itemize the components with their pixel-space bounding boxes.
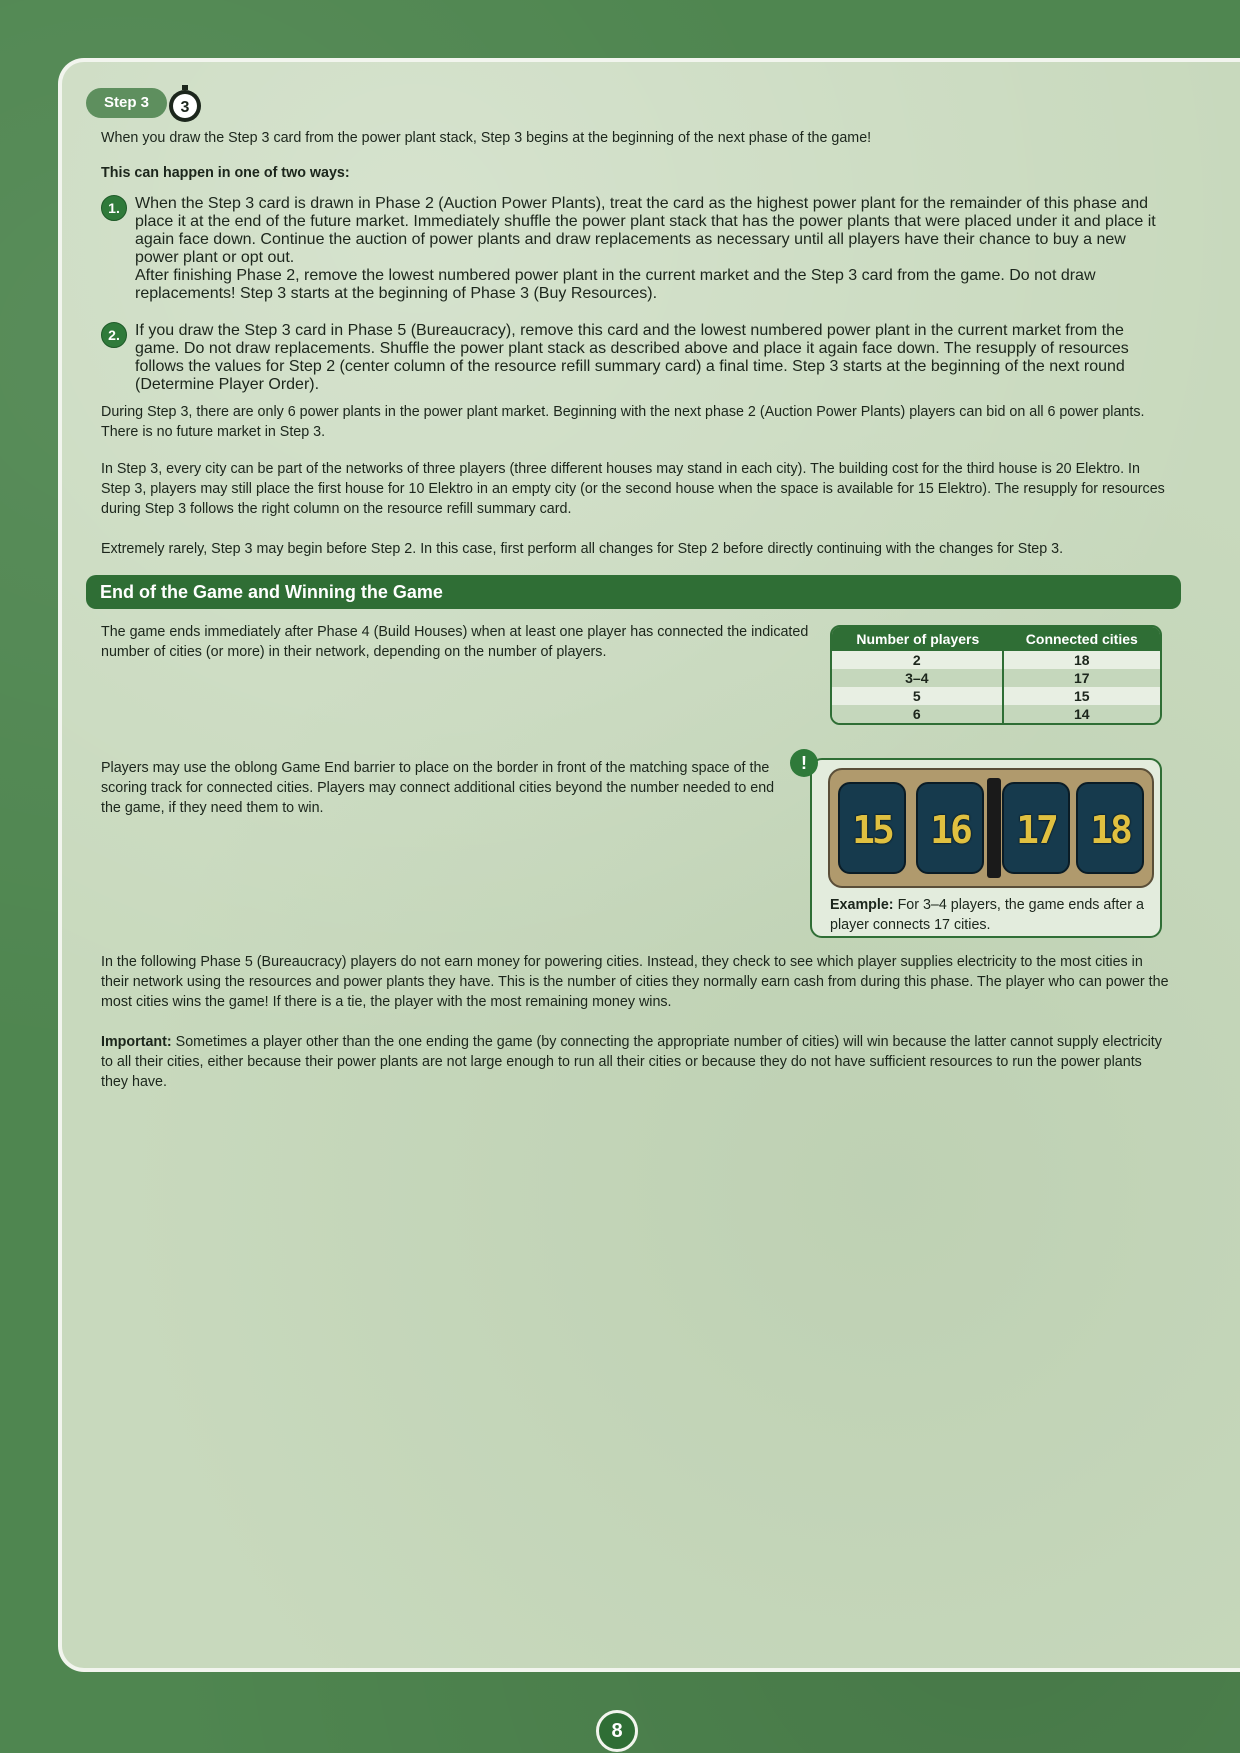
para-phase5: In the following Phase 5 (Bureaucracy) players do not earn money for powering cities. Instead, they check to see which player supplies electricity to the most cities in their network using the resources and power plants they have. This is the number of cities they normally earn cash from during this phase. The player who can power the most cities wins the game! If there is a tie, the player with the most remaining money wins. [101,954,1169,1010]
para-market: During Step 3, there are only 6 power plants in the power plant market. Beginning with the next phase 2 (Auction Power Plants) players can bid on all 6 power plants. There is no future market in Step 3. [101,404,1145,440]
table-row: 3–4 17 [832,669,1160,687]
table-row: 5 15 [832,687,1160,705]
ways-heading: This can happen in one of two ways: [101,165,350,181]
example-label: Example: [830,897,894,913]
list-item-1 [101,195,1171,303]
number-badge: 1. [101,195,127,221]
table-row: 6 14 [832,705,1160,723]
example-text: For 3–4 players, the game ends after a player connects 17 cities. [830,897,1144,933]
para-end: The game ends immediately after Phase 4 (Build Houses) when at least one player has connected the indicated number of cities (or more) in their network, depending on the number of players. [101,624,809,660]
important-label: Important: [101,1034,172,1050]
track-space: 17 [1002,782,1070,874]
table-header: Connected cities [1004,627,1160,651]
track-space: 15 [838,782,906,874]
section-title: End of the Game and Winning the Game [86,575,1181,609]
game-end-barrier [987,778,1001,878]
important-text: Sometimes a player other than the one ending the game (by connecting the appropriate number of cities) will win because the latter cannot supply electricity to all their cities, either because their power plants are not large enough to run all their cities or because they do not have sufficient resources to run the power plants they have. [101,1034,1162,1090]
list-item-text: If you draw the Step 3 card in Phase 5 (Bureaucracy), remove this card and the lowest numbered power plant in the current market from the game. Do not draw replacements. Shuffle the power plant stack as described above and place it again face down. The resupply of resources follows the values for Step 2 (center column of the resource refill summary card) a final time. Step 3 starts at the beginning of the next round (Determine Player Order). [135,322,1129,393]
table-header: Number of players [832,627,1004,651]
para-cities: In Step 3, every city can be part of the networks of three players (three different houses may stand in each city). The building cost for the third house is 20 Elektro. In Step 3, players may still place the first house for 10 Elektro in an empty city (or the second house when the space is available for 15 Elektro). The resupply for resources during Step 3 follows the right column on the resource refill summary card. [101,461,1165,517]
para-important [101,1032,1171,1092]
page-number: 8 [596,1710,638,1752]
step-badge: Step 3 [86,88,167,118]
list-item-text: When the Step 3 card is drawn in Phase 2 (Auction Power Plants), treat the card as the highest power plant for the remainder of this phase and place it at the end of the future market. Immediately shuffle the power plant stack that has the power plants that were placed under it and place it again face down. Continue the auction of power plants and draw replacements as necessary until all players have their chance to buy a new power plant or opt out. [135,195,1156,266]
exclamation-icon: ! [790,749,818,777]
table-row: 2 18 [832,651,1160,669]
track-space: 16 [916,782,984,874]
list-item-text-continued: After finishing Phase 2, remove the lowest numbered power plant in the current market and the Step 3 card from the game. Do not draw replacements! Step 3 starts at the beginning of Phase 3 (Buy Resources). [135,267,1096,302]
step-icon-number: 3 [180,99,190,116]
example-caption [830,895,1150,935]
players-table [830,625,1162,725]
scoring-track [828,768,1154,888]
number-badge: 2. [101,322,127,348]
track-space: 18 [1076,782,1144,874]
para-barrier: Players may use the oblong Game End barrier to place on the border in front of the matching space of the scoring track for connected cities. Players may connect additional cities beyond the number needed to end the game, if they need them to win. [101,760,775,816]
step-intro: When you draw the Step 3 card from the power plant stack, Step 3 begins at the beginning of the next phase of the game! [101,130,872,146]
stopwatch-icon [165,84,205,124]
list-item-2 [101,322,1171,394]
para-rare: Extremely rarely, Step 3 may begin before Step 2. In this case, first perform all changes for Step 2 before directly continuing with the changes for Step 3. [101,541,1064,557]
